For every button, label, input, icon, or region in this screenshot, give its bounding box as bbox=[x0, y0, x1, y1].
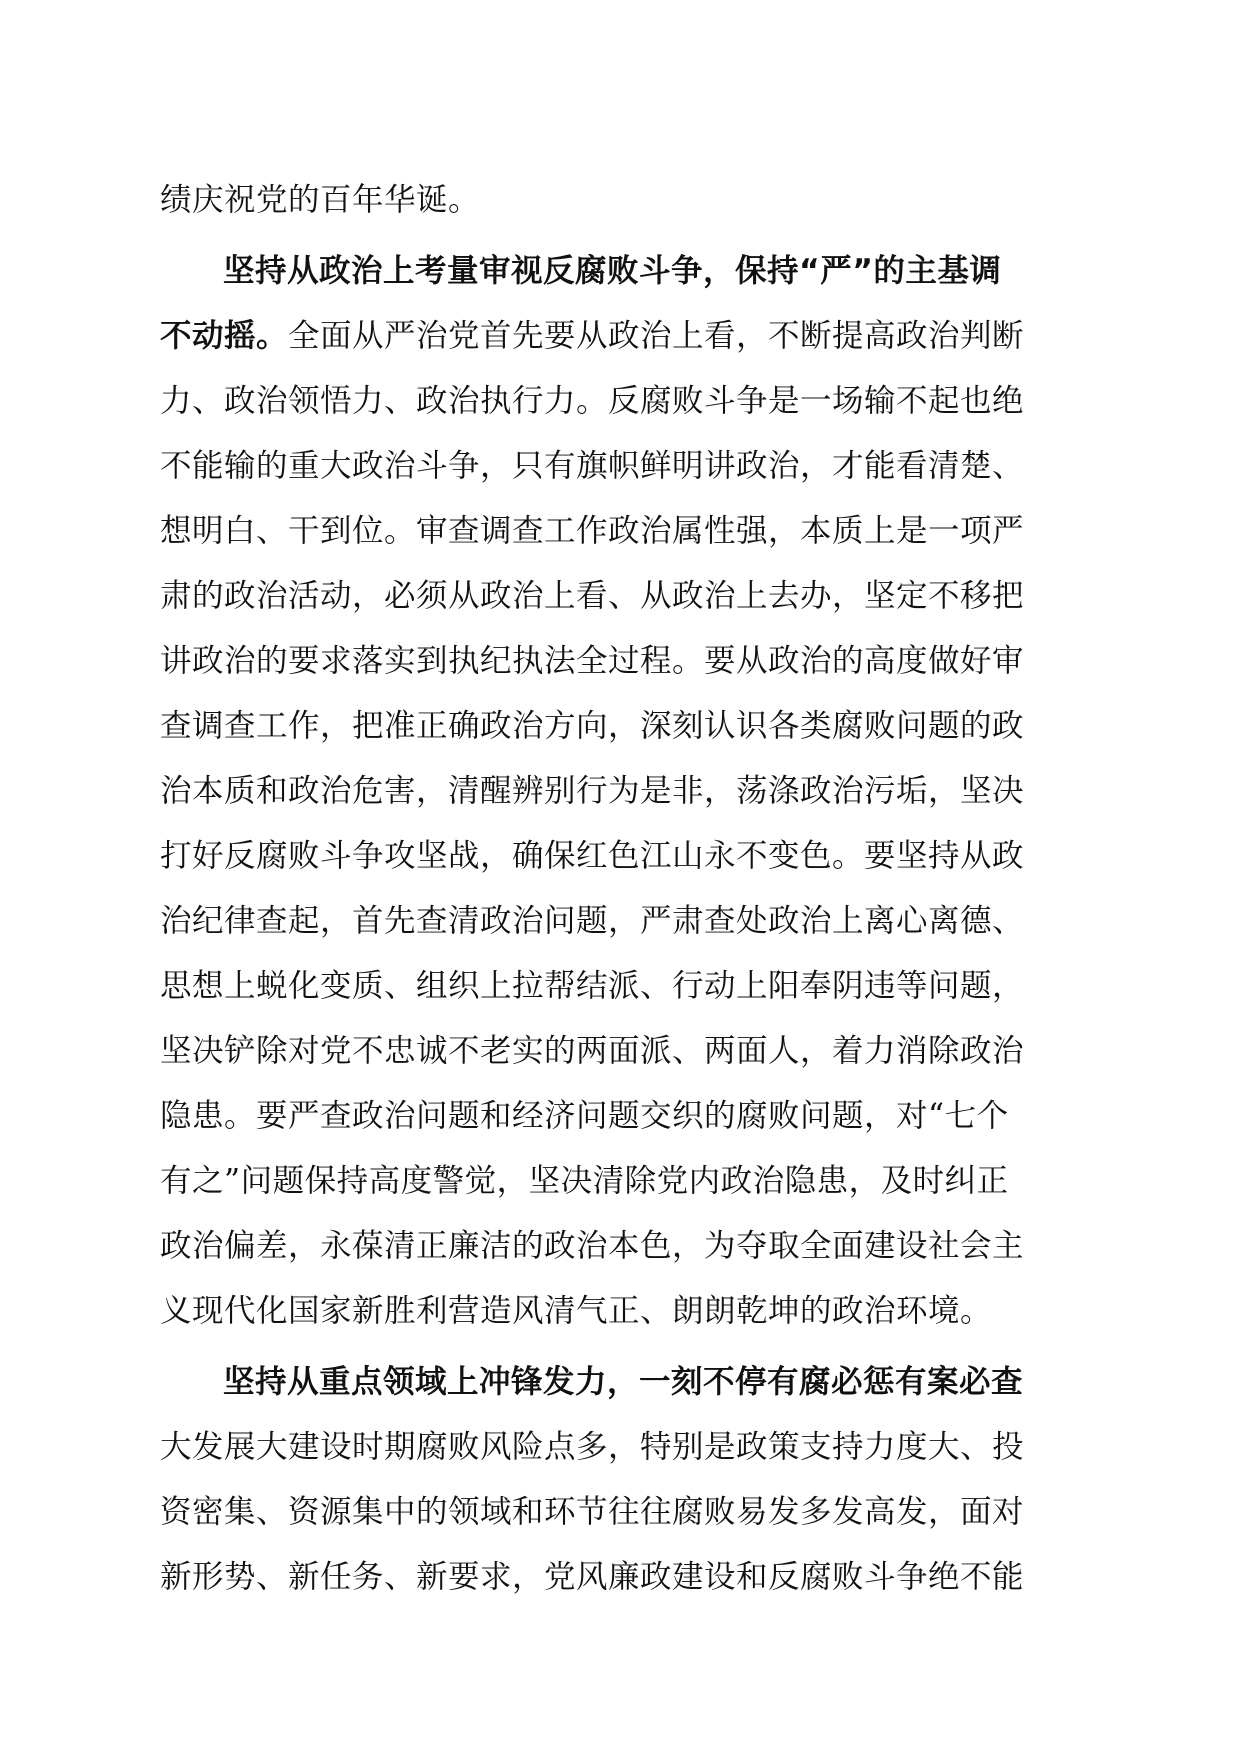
section1-line bbox=[160, 304, 1090, 369]
section1-line: 不能输的重大政治斗争，只有旗帜鲜明讲政治，才能看清楚、 bbox=[160, 448, 1025, 484]
document-body bbox=[160, 168, 1090, 1610]
section1-line: 义现代化国家新胜利营造风清气正、朗朗乾坤的政治环境。 bbox=[160, 1293, 993, 1329]
section1-body-text: 全面从严治党首先要从政治上看，不断提高政治判断 bbox=[288, 318, 1025, 354]
section1-line: 治本质和政治危害，清醒辨别行为是非，荡涤政治污垢，坚决 bbox=[160, 773, 1025, 809]
section2-line: 资密集、资源集中的领域和环节往往腐败易发多发高发，面对 bbox=[160, 1494, 1025, 1530]
section2-line: 大发展大建设时期腐败风险点多，特别是政策支持力度大、投 bbox=[160, 1429, 1025, 1465]
section1-line: 肃的政治活动，必须从政治上看、从政治上去办，坚定不移把 bbox=[160, 578, 1025, 614]
section1-line: 力、政治领悟力、政治执行力。反腐败斗争是一场输不起也绝 bbox=[160, 383, 1025, 419]
section1-line: 查调查工作，把准正确政治方向，深刻认识各类腐败问题的政 bbox=[160, 708, 1025, 744]
continuation-line: 绩庆祝党的百年华诞。 bbox=[160, 182, 481, 218]
section2-line: 新形势、新任务、新要求，党风廉政建设和反腐败斗争绝不能 bbox=[160, 1559, 1025, 1595]
section1-line: 坚决铲除对党不忠诚不老实的两面派、两面人，着力消除政治 bbox=[160, 1033, 1025, 1069]
section1-line: 思想上蜕化变质、组织上拉帮结派、行动上阳奉阴违等问题， bbox=[160, 968, 1025, 1004]
section1-heading-text: 坚持从政治上考量审视反腐败斗争，保持“严”的主基调 bbox=[223, 253, 1002, 289]
section1-line: 讲政治的要求落实到执纪执法全过程。要从政治的高度做好审 bbox=[160, 643, 1025, 679]
section1-line: 政治偏差，永葆清正廉洁的政治本色，为夺取全面建设社会主 bbox=[160, 1228, 1025, 1264]
section1-heading-end: 不动摇。 bbox=[160, 318, 289, 354]
section1-line: 有之”问题保持高度警觉，坚决清除党内政治隐患，及时纠正 bbox=[160, 1163, 1009, 1199]
section1-line: 打好反腐败斗争攻坚战，确保红色江山永不变色。要坚持从政 bbox=[160, 838, 1025, 874]
section1-heading-line1 bbox=[160, 239, 1090, 304]
section2-heading-line1 bbox=[160, 1350, 1090, 1415]
section1-line: 想明白、干到位。审查调查工作政治属性强，本质上是一项严 bbox=[160, 513, 1025, 549]
section1-line: 隐患。要严查政治问题和经济问题交织的腐败问题，对“七个 bbox=[160, 1098, 1009, 1134]
section2-heading-text: 坚持从重点领域上冲锋发力，一刻不停有腐必惩有案必查 bbox=[223, 1364, 1024, 1400]
section1-line: 治纪律查起，首先查清政治问题，严肃查处政治上离心离德、 bbox=[160, 903, 1025, 939]
